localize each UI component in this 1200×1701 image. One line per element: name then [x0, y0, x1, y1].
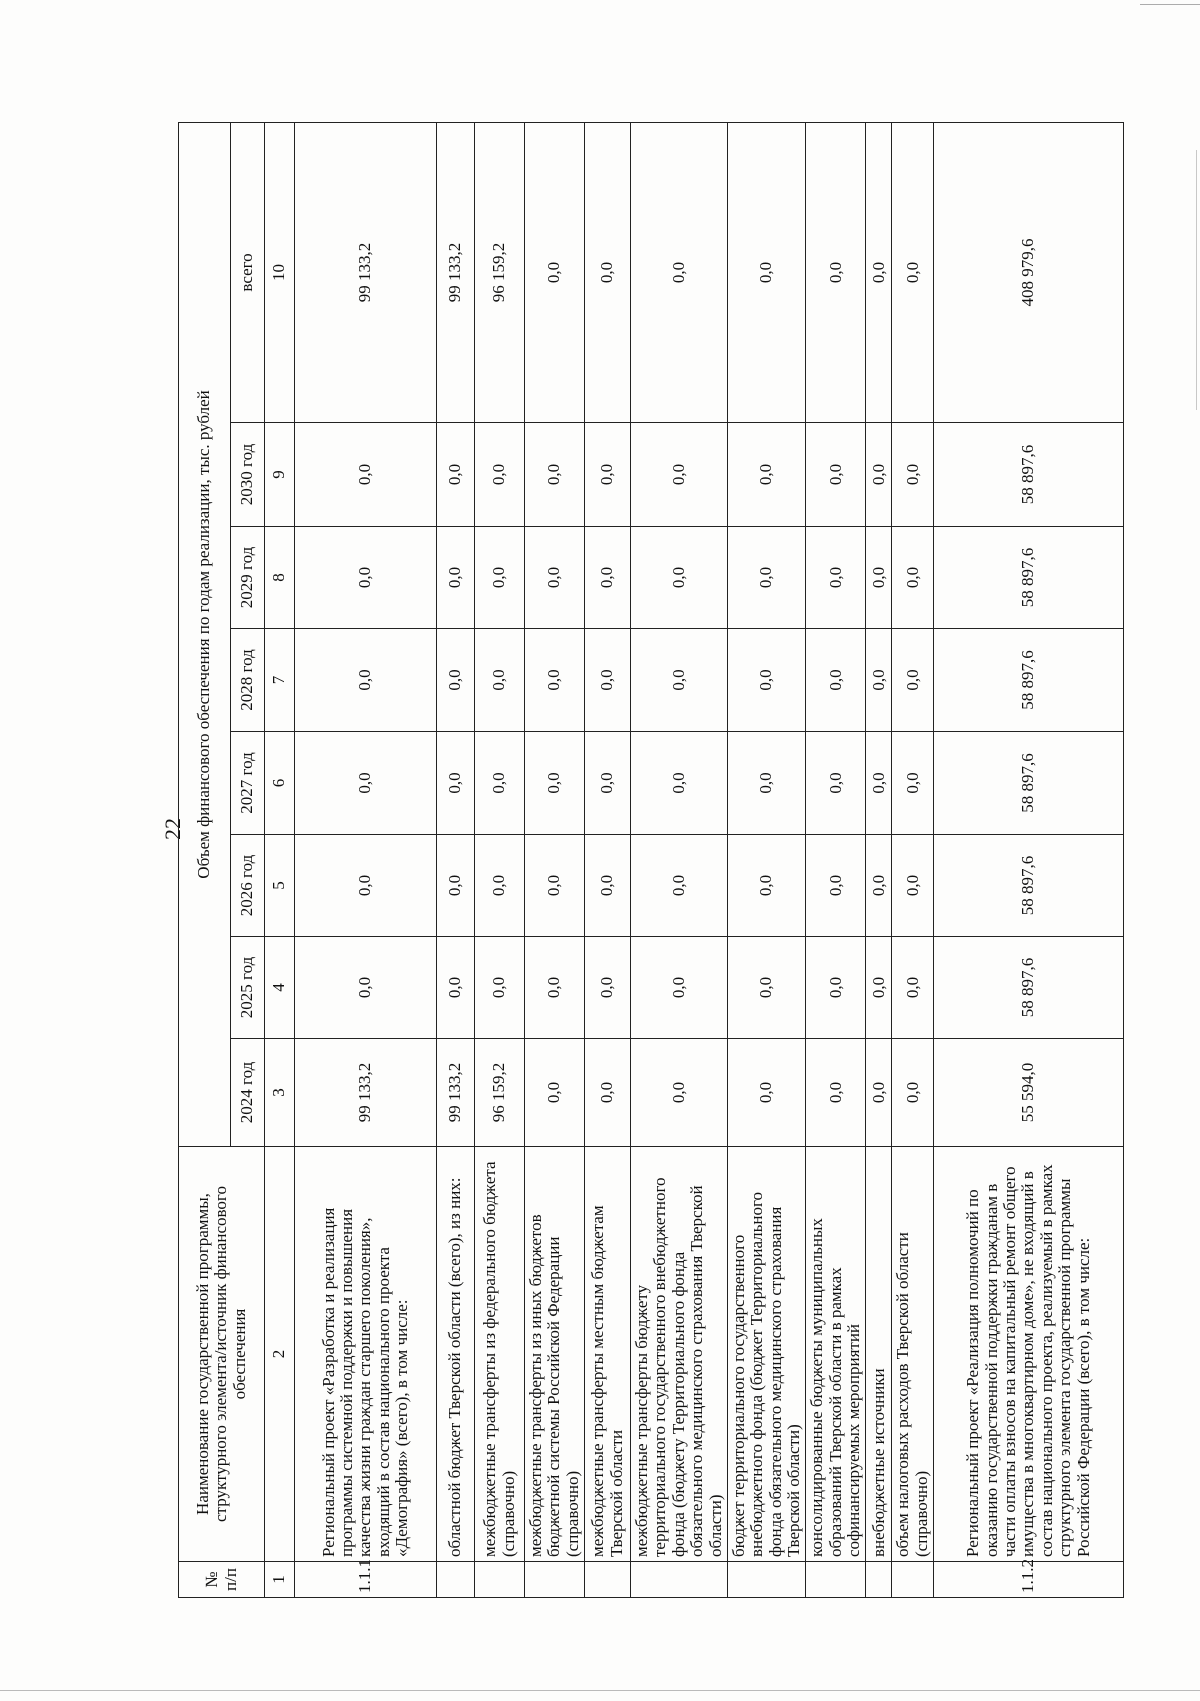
- row-name: межбюджетные трансферты бюджету территориального государственного внебюджетного фонда (бюджету Территориального фонда обязательного медицинского страхования Тверской области): [631, 1147, 728, 1562]
- row-total: 0,0: [866, 122, 892, 422]
- row-value: 0,0: [866, 423, 892, 527]
- row-value: 0,0: [585, 732, 631, 835]
- header-year: 2027 год: [231, 732, 265, 835]
- row-total: 0,0: [585, 122, 631, 422]
- header-total: всего: [231, 122, 265, 422]
- row-value: 0,0: [525, 423, 585, 527]
- row-name: межбюджетные трансферты из иных бюджетов бюджетной системы Российской Федерации (справочно): [525, 1147, 585, 1562]
- row-value: 0,0: [892, 732, 934, 835]
- row-total: 99 133,2: [437, 122, 475, 422]
- row-value: 0,0: [525, 527, 585, 629]
- row-name: внебюджетные источники: [866, 1147, 892, 1562]
- row-name: Региональный проект «Разработка и реализация программы системной поддержки и повышения качества жизни граждан старшего поколения», входящий в состав национального проекта «Демография» (всего), в том числе:: [295, 1147, 437, 1562]
- row-value: 0,0: [727, 937, 805, 1039]
- row-name: областной бюджет Тверской области (всего), из них:: [437, 1147, 475, 1562]
- row-value: 58 897,6: [934, 629, 1124, 732]
- row-value: 0,0: [525, 835, 585, 937]
- scan-edge-top-right: [1140, 4, 1200, 5]
- row-code: [437, 1562, 475, 1598]
- row-total: 0,0: [631, 122, 728, 422]
- header-year: 2024 год: [231, 1039, 265, 1147]
- row-value: 0,0: [585, 1039, 631, 1147]
- table-row: [892, 122, 934, 1597]
- row-value: 0,0: [806, 937, 866, 1039]
- header-year: 2030 год: [231, 423, 265, 527]
- row-total: 0,0: [892, 122, 934, 422]
- table-row: [585, 122, 631, 1597]
- row-value: 0,0: [806, 423, 866, 527]
- row-value: 0,0: [892, 527, 934, 629]
- row-value: 0,0: [892, 1039, 934, 1147]
- scan-edge-right: [1196, 150, 1197, 410]
- row-total: 96 159,2: [475, 122, 525, 422]
- row-value: 0,0: [806, 527, 866, 629]
- row-value: 0,0: [866, 1039, 892, 1147]
- row-value: 0,0: [631, 423, 728, 527]
- header-group-title: Объем финансового обеспечения по годам реализации, тыс. рублей: [179, 122, 231, 1146]
- header-num: № п/п: [179, 1562, 265, 1598]
- row-total: 408 979,6: [934, 122, 1124, 422]
- financing-table: [178, 122, 1124, 1598]
- row-value: 0,0: [437, 835, 475, 937]
- table-row: [525, 122, 585, 1597]
- row-name: межбюджетные трансферты из федерального бюджета (справочно): [475, 1147, 525, 1562]
- table-row: [866, 122, 892, 1597]
- table-row: [934, 122, 1124, 1597]
- col-number: 10: [265, 122, 295, 422]
- row-value: 0,0: [585, 423, 631, 527]
- row-value: 0,0: [892, 423, 934, 527]
- row-code: [727, 1562, 805, 1598]
- row-code: 1.1.1: [295, 1562, 437, 1598]
- row-total: 0,0: [806, 122, 866, 422]
- row-value: 0,0: [866, 629, 892, 732]
- row-value: 58 897,6: [934, 937, 1124, 1039]
- page-number: 22: [160, 818, 185, 840]
- row-value: 0,0: [727, 527, 805, 629]
- row-value: 0,0: [295, 732, 437, 835]
- row-value: 0,0: [727, 835, 805, 937]
- row-value: 0,0: [295, 937, 437, 1039]
- row-name: бюджет территориального государственного внебюджетного фонда (бюджет Территориального фонда обязательного медицинского страхования Тверской области): [727, 1147, 805, 1562]
- row-value: 0,0: [437, 423, 475, 527]
- table-body: [295, 122, 1124, 1597]
- table-row: [631, 122, 728, 1597]
- row-code: [525, 1562, 585, 1598]
- row-value: 0,0: [866, 732, 892, 835]
- row-value: 0,0: [585, 835, 631, 937]
- row-value: 55 594,0: [934, 1039, 1124, 1147]
- col-number: 6: [265, 732, 295, 835]
- row-value: 0,0: [525, 1039, 585, 1147]
- row-total: 0,0: [727, 122, 805, 422]
- row-value: 0,0: [727, 423, 805, 527]
- table-row: [806, 122, 866, 1597]
- row-value: 0,0: [525, 732, 585, 835]
- row-value: 99 133,2: [437, 1039, 475, 1147]
- row-value: 58 897,6: [934, 835, 1124, 937]
- row-code: [892, 1562, 934, 1598]
- row-value: 0,0: [525, 937, 585, 1039]
- row-code: [866, 1562, 892, 1598]
- col-number: 2: [265, 1147, 295, 1562]
- header-name: Наименование государственной программы, структурного элемента/источник финансового обеспечения: [179, 1147, 265, 1562]
- row-value: 0,0: [475, 835, 525, 937]
- table-row: [295, 122, 437, 1597]
- row-value: 0,0: [631, 835, 728, 937]
- row-name: консолидированные бюджеты муниципальных образований Тверской области в рамках софинансируемых мероприятий: [806, 1147, 866, 1562]
- table-row: [727, 122, 805, 1597]
- row-value: 58 897,6: [934, 527, 1124, 629]
- row-value: 58 897,6: [934, 423, 1124, 527]
- row-code: [585, 1562, 631, 1598]
- header-year: 2028 год: [231, 629, 265, 732]
- row-value: 0,0: [295, 629, 437, 732]
- col-number: 7: [265, 629, 295, 732]
- row-value: 0,0: [295, 423, 437, 527]
- row-value: 0,0: [585, 937, 631, 1039]
- row-value: 0,0: [437, 527, 475, 629]
- row-value: 0,0: [475, 732, 525, 835]
- row-value: 0,0: [475, 527, 525, 629]
- row-value: 0,0: [631, 527, 728, 629]
- row-value: 0,0: [437, 732, 475, 835]
- header-col-numbers: [265, 122, 295, 1597]
- row-value: 0,0: [437, 629, 475, 732]
- table-row: [437, 122, 475, 1597]
- scan-edge-bottom: [0, 1690, 1200, 1691]
- col-number: 3: [265, 1039, 295, 1147]
- row-value: 0,0: [475, 423, 525, 527]
- row-value: 0,0: [525, 629, 585, 732]
- row-code: [806, 1562, 866, 1598]
- row-name: межбюджетные трансферты местным бюджетам Тверской области: [585, 1147, 631, 1562]
- table-row: [475, 122, 525, 1597]
- row-value: 0,0: [866, 835, 892, 937]
- row-value: 0,0: [806, 732, 866, 835]
- row-value: 0,0: [631, 629, 728, 732]
- row-value: 0,0: [806, 835, 866, 937]
- row-value: 0,0: [295, 835, 437, 937]
- table-rotated-container: [178, 123, 1093, 1598]
- row-value: 0,0: [806, 629, 866, 732]
- row-name: объем налоговых расходов Тверской области (справочно): [892, 1147, 934, 1562]
- col-number: 4: [265, 937, 295, 1039]
- col-number: 5: [265, 835, 295, 937]
- row-code: 1.1.2: [934, 1562, 1124, 1598]
- row-value: 0,0: [866, 527, 892, 629]
- row-value: 0,0: [631, 1039, 728, 1147]
- row-value: 0,0: [585, 629, 631, 732]
- row-value: 0,0: [631, 937, 728, 1039]
- row-value: 0,0: [475, 937, 525, 1039]
- row-value: 0,0: [727, 1039, 805, 1147]
- row-value: 0,0: [866, 937, 892, 1039]
- row-name: Региональный проект «Реализация полномочий по оказанию государственной поддержки гражданам в части оплаты взносов на капитальный ремонт общего имущества в многоквартирном доме», не входящий в состав национального проекта, реализуемый в рамках структурного элемента государственной программы Российской Федерации (всего), в том числе:: [934, 1147, 1124, 1562]
- header-year: 2026 год: [231, 835, 265, 937]
- col-number: 9: [265, 423, 295, 527]
- row-value: 0,0: [892, 629, 934, 732]
- row-value: 58 897,6: [934, 732, 1124, 835]
- row-value: 0,0: [295, 527, 437, 629]
- row-value: 99 133,2: [295, 1039, 437, 1147]
- row-code: [631, 1562, 728, 1598]
- row-value: 0,0: [585, 527, 631, 629]
- header-year: 2025 год: [231, 937, 265, 1039]
- header-row-1: [179, 122, 231, 1597]
- row-value: 0,0: [631, 732, 728, 835]
- row-total: 99 133,2: [295, 122, 437, 422]
- col-number: 8: [265, 527, 295, 629]
- col-number: 1: [265, 1562, 295, 1598]
- row-code: [475, 1562, 525, 1598]
- row-value: 0,0: [437, 937, 475, 1039]
- row-value: 0,0: [475, 629, 525, 732]
- row-value: 0,0: [727, 732, 805, 835]
- row-value: 96 159,2: [475, 1039, 525, 1147]
- row-total: 0,0: [525, 122, 585, 422]
- row-value: 0,0: [892, 937, 934, 1039]
- row-value: 0,0: [892, 835, 934, 937]
- row-value: 0,0: [806, 1039, 866, 1147]
- row-value: 0,0: [727, 629, 805, 732]
- header-year: 2029 год: [231, 527, 265, 629]
